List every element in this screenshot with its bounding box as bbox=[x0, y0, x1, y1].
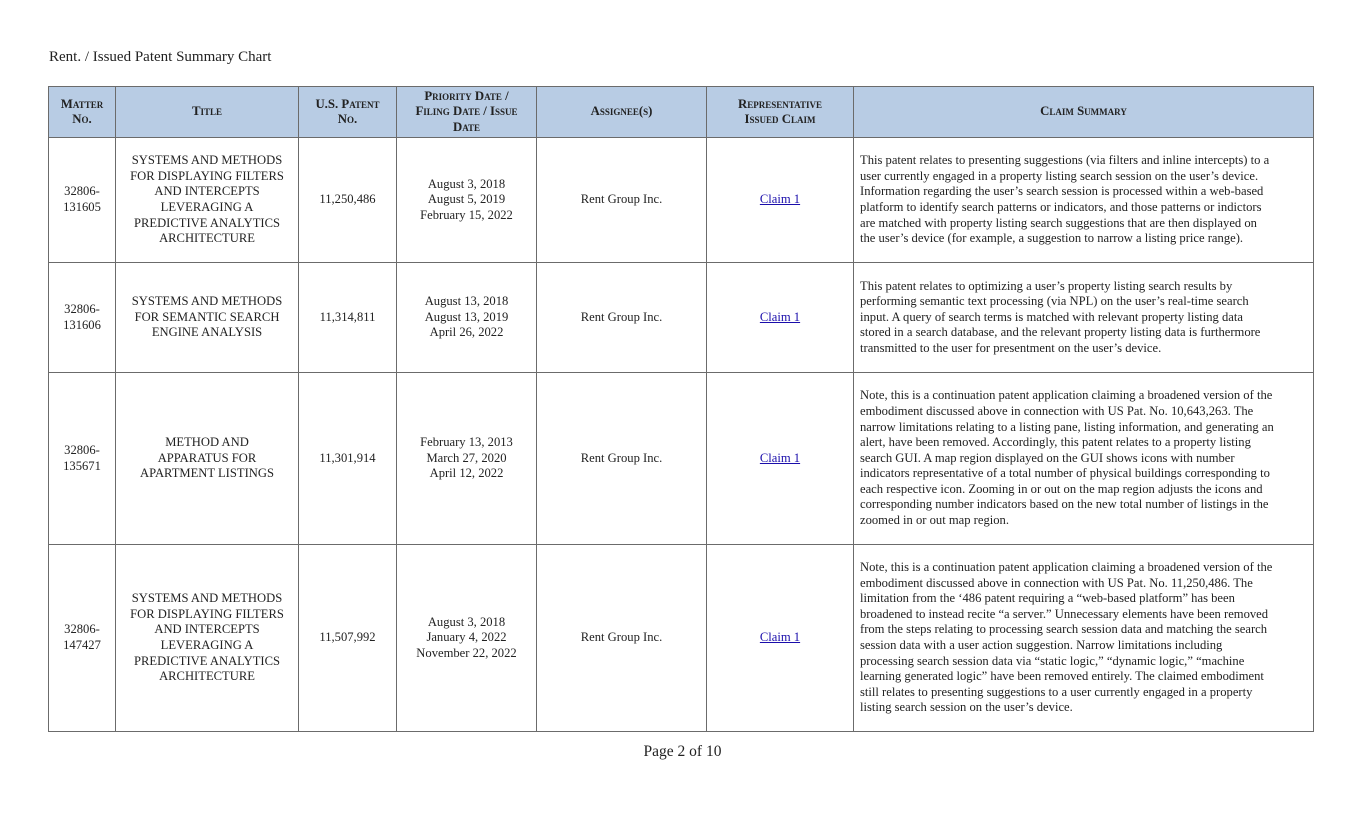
assignee-cell: Rent Group Inc. bbox=[537, 373, 707, 545]
page-number: Page 2 of 10 bbox=[643, 743, 722, 760]
header-assignee: Assignee(s) bbox=[537, 87, 707, 138]
table-header-row bbox=[49, 87, 1314, 138]
header-matter-no: Matter No. bbox=[49, 87, 116, 138]
matter-no-cell: 32806- 131606 bbox=[49, 263, 116, 373]
dates-cell: August 3, 2018 January 4, 2022 November 22, 2022 bbox=[397, 545, 537, 732]
dates-cell: August 13, 2018 August 13, 2019 April 26, 2022 bbox=[397, 263, 537, 373]
matter-no-cell: 32806- 135671 bbox=[49, 373, 116, 545]
title-cell: SYSTEMS AND METHODS FOR DISPLAYING FILTERS AND INTERCEPTS LEVERAGING A PREDICTIVE ANALYTICS ARCHITECTURE bbox=[116, 545, 299, 732]
matter-no-cell: 32806- 131605 bbox=[49, 138, 116, 263]
claim-link[interactable]: Claim 1 bbox=[759, 309, 801, 324]
document-title: Rent. / Issued Patent Summary Chart bbox=[49, 49, 272, 65]
claim-cell bbox=[707, 545, 854, 732]
header-representative-claim: Representative Issued Claim bbox=[707, 87, 854, 138]
table-row bbox=[49, 545, 1314, 732]
patent-no-cell: 11,250,486 bbox=[299, 138, 397, 263]
header-claim-summary: Claim Summary bbox=[854, 87, 1314, 138]
claim-cell bbox=[707, 263, 854, 373]
title-cell: SYSTEMS AND METHODS FOR SEMANTIC SEARCH ENGINE ANALYSIS bbox=[116, 263, 299, 373]
assignee-cell: Rent Group Inc. bbox=[537, 545, 707, 732]
claim-summary-cell: Note, this is a continuation patent application claiming a broadened version of the embodiment discussed above in connection with US Pat. No. 10,643,263. The narrow limitations relating to a listing pane, listing information, and generating an alert, have been removed. Accordingly, this patent relates to a property listing search GUI. A map region displayed on the GUI shows icons with number indicators representative of a total number of physical buildings corresponding to each respective icon. Zooming in or out on the map region adjusts the icons and corresponding number indicators based on the new total number of listings in the zoomed in or out map region. bbox=[854, 373, 1314, 545]
dates-cell: August 3, 2018 August 5, 2019 February 15, 2022 bbox=[397, 138, 537, 263]
patent-no-cell: 11,314,811 bbox=[299, 263, 397, 373]
matter-no-cell: 32806- 147427 bbox=[49, 545, 116, 732]
claim-cell bbox=[707, 138, 854, 263]
patent-no-cell: 11,507,992 bbox=[299, 545, 397, 732]
claim-cell bbox=[707, 373, 854, 545]
assignee-cell: Rent Group Inc. bbox=[537, 138, 707, 263]
patent-no-cell: 11,301,914 bbox=[299, 373, 397, 545]
claim-summary-cell: This patent relates to optimizing a user’s property listing search results by performing semantic text processing (via NPL) on the user’s real-time search input. A query of search terms is matched with relevant property listing data stored in a search database, and the relevant property listing data is furthermore transmitted to the user for presentment on the user’s device. bbox=[854, 263, 1314, 373]
title-cell: METHOD AND APPARATUS FOR APARTMENT LISTINGS bbox=[116, 373, 299, 545]
assignee-cell: Rent Group Inc. bbox=[537, 263, 707, 373]
patent-summary-table bbox=[48, 86, 1314, 732]
table-row bbox=[49, 138, 1314, 263]
header-title: Title bbox=[116, 87, 299, 138]
table-row bbox=[49, 373, 1314, 545]
claim-link[interactable]: Claim 1 bbox=[759, 630, 801, 645]
title-cell: SYSTEMS AND METHODS FOR DISPLAYING FILTERS AND INTERCEPTS LEVERAGING A PREDICTIVE ANALYTICS ARCHITECTURE bbox=[116, 138, 299, 263]
table-row bbox=[49, 263, 1314, 373]
claim-link[interactable]: Claim 1 bbox=[759, 450, 801, 465]
claim-summary-cell: Note, this is a continuation patent application claiming a broadened version of the embodiment discussed above in connection with US Pat. No. 11,250,486. The limitation from the ‘486 patent requiring a “web-based platform” has been broadened to instead recite “a server.” Unnecessary elements have been removed from the steps relating to processing search session data and matching the search session data with a user action suggestion. Narrow limitations including processing search session data via “static logic,” “dynamic logic,” “machine learning generated logic” have been removed entirely. The claimed embodiment still relates to presenting suggestions to a user currently engaged in a property listing search session on the user’s device. bbox=[854, 545, 1314, 732]
claim-link[interactable]: Claim 1 bbox=[759, 192, 801, 207]
header-dates: Priority Date / Filing Date / Issue Date bbox=[397, 87, 537, 138]
header-patent-no: U.S. Patent No. bbox=[299, 87, 397, 138]
claim-summary-cell: This patent relates to presenting suggestions (via filters and inline intercepts) to a user currently engaged in a property listing search session on the user’s device. Information regarding the user’s search session is processed within a web-based platform to identify search patterns or indicators, and those patterns or indictors are matched with property listing search suggestions that are then displayed on the user’s device (for example, a suggestion to narrow a listing price range). bbox=[854, 138, 1314, 263]
dates-cell: February 13, 2013 March 27, 2020 April 12, 2022 bbox=[397, 373, 537, 545]
